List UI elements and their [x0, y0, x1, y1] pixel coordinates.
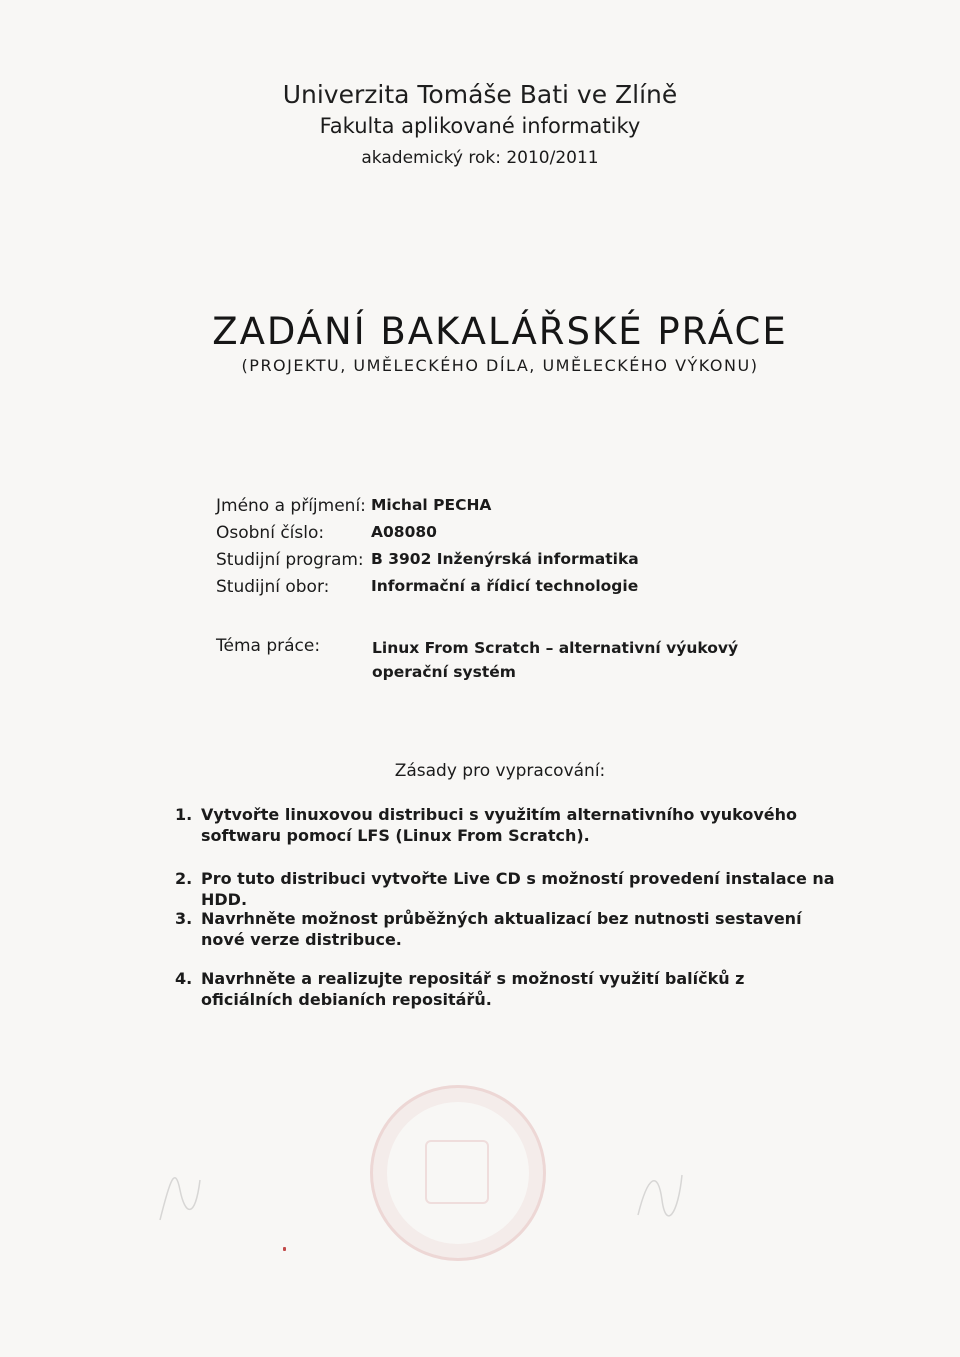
- academic-year: akademický rok: 2010/2011: [361, 148, 599, 168]
- document-subtitle: (PROJEKTU, UMĚLECKÉHO DÍLA, UMĚLECKÉHO VÝKONU): [241, 356, 759, 375]
- task-item-1: [175, 804, 835, 848]
- info-value: Michal PECHA: [371, 496, 492, 514]
- signature-ghost-right: [630, 1160, 690, 1230]
- info-label: Studijní program:: [216, 550, 364, 570]
- task-number: 2.: [175, 869, 193, 888]
- info-label: Osobní číslo:: [216, 523, 325, 543]
- info-label: Studijní obor:: [216, 577, 330, 597]
- signature-ghost-left: [150, 1160, 210, 1230]
- principles-heading: Zásady pro vypracování:: [394, 761, 606, 781]
- faculty-name: Fakulta aplikované informatiky: [319, 114, 641, 138]
- task-text: Vytvořte linuxovou distribuci s využitím alternativního vyukového softwaru pomocí LFS (Linux From Scratch).: [201, 805, 798, 845]
- info-label: Jméno a příjmení:: [216, 496, 366, 516]
- info-value: Informační a řídicí technologie: [371, 577, 639, 595]
- task-number: 4.: [175, 969, 193, 988]
- task-number: 3.: [175, 909, 193, 928]
- task-text: Pro tuto distribuci vytvořte Live CD s možností provedení instalace na HDD.: [201, 869, 835, 909]
- info-value: B 3902 Inženýrská informatika: [371, 550, 639, 568]
- task-item-2: [175, 868, 835, 909]
- stamp-ghost-emblem: [425, 1140, 489, 1204]
- info-value: A08080: [371, 523, 437, 541]
- task-item-3: [175, 908, 835, 952]
- task-text: Navrhněte možnost průběžných aktualizací bez nutnosti sestavení nové verze distribuce.: [201, 909, 802, 949]
- university-name: Univerzita Tomáše Bati ve Zlíně: [282, 80, 678, 109]
- topic-value: Linux From Scratch – alternativní výukový operační systém: [372, 639, 739, 681]
- topic-label: Téma práce:: [216, 636, 321, 656]
- task-item-4: [175, 968, 835, 1012]
- task-text: Navrhněte a realizujte repositář s možností využití balíčků z oficiálních debianích repositářů.: [201, 969, 745, 1009]
- document-title: ZADÁNÍ BAKALÁŘSKÉ PRÁCE: [212, 310, 788, 353]
- task-number: 1.: [175, 805, 193, 824]
- red-mark: [283, 1247, 286, 1251]
